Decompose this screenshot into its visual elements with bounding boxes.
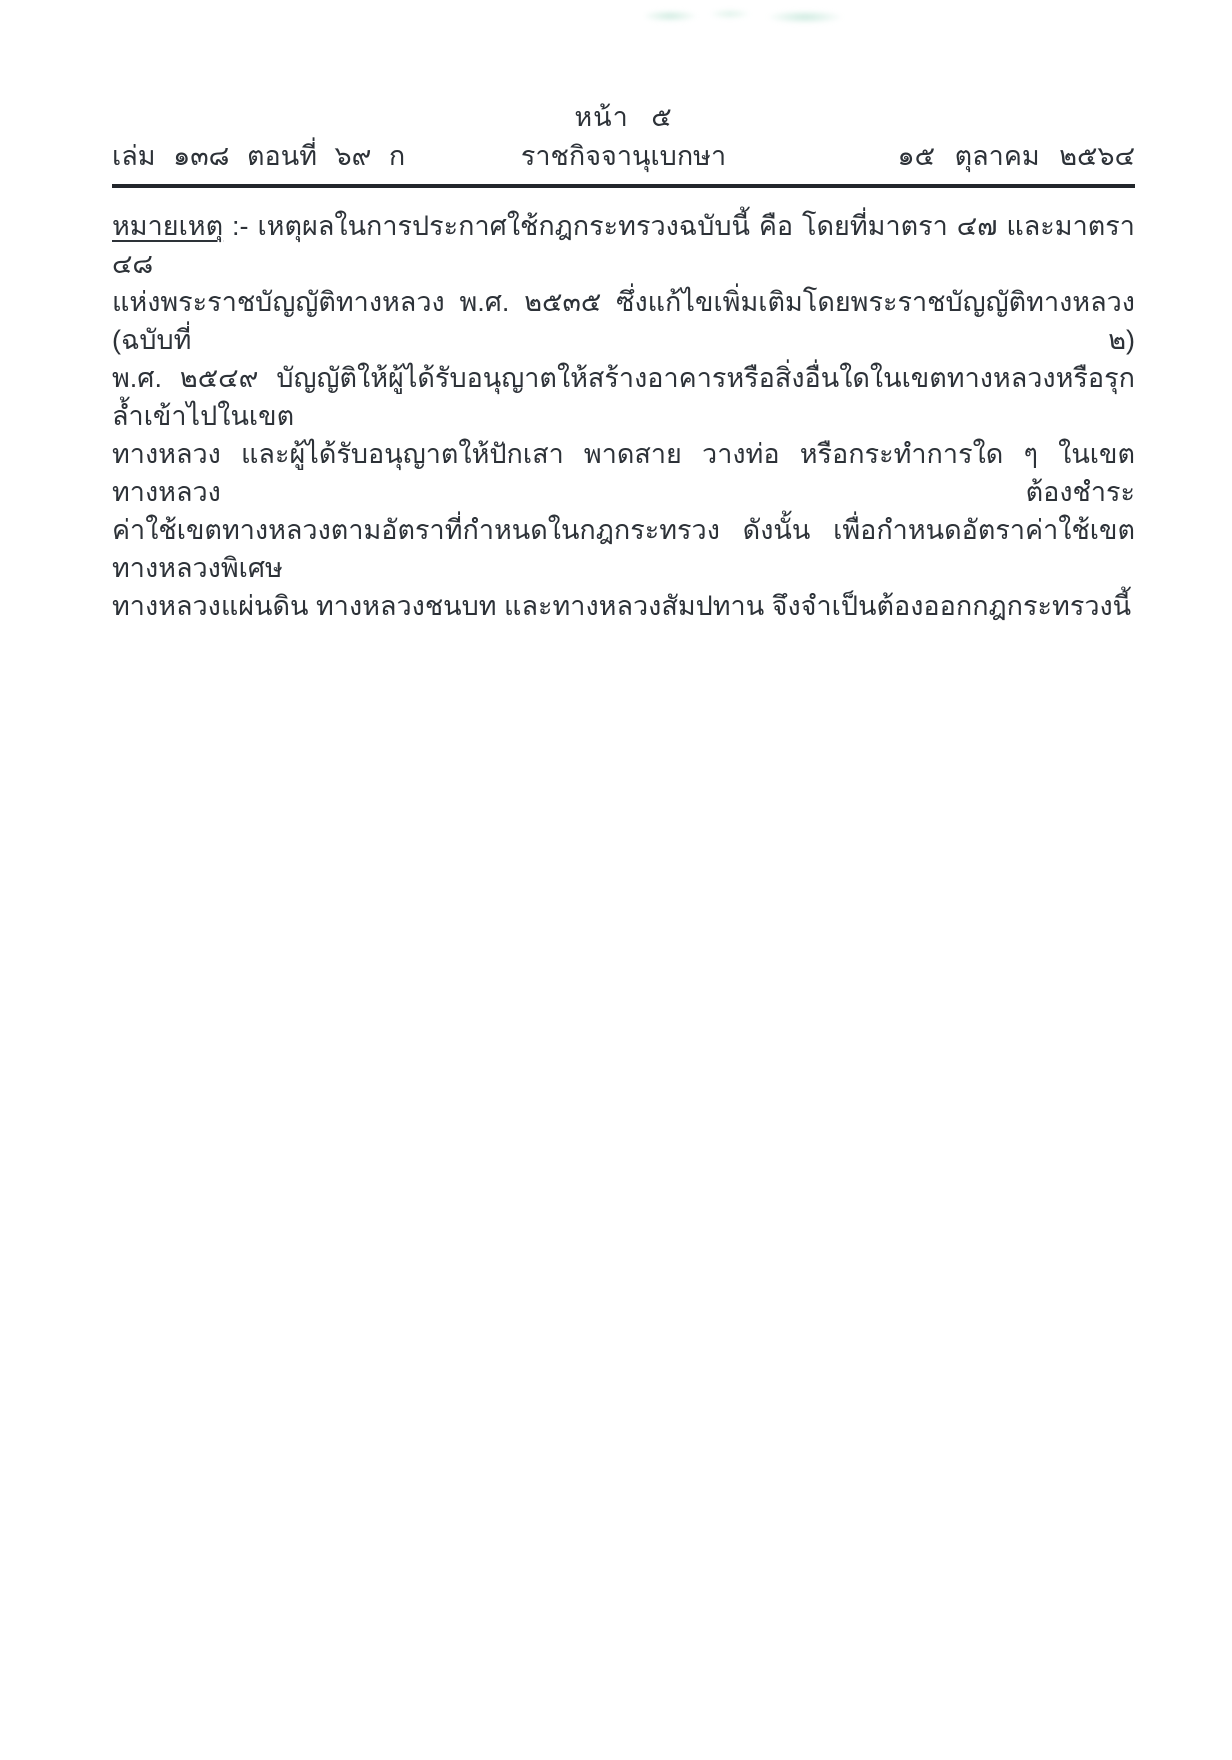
page-number: หน้า ๕ [574,102,673,132]
scan-artifact-smudge [645,6,860,28]
header-rule [112,184,1135,188]
volume-issue-label: เล่ม ๑๓๘ ตอนที่ ๖๙ ก [112,141,406,171]
note-paragraph [112,207,1135,625]
note-line-1-text: เหตุผลในการประกาศใช้กฎกระทรวงฉบับนี้ คือ โดยที่มาตรา ๔๗ และมาตรา ๔๘ [112,211,1135,279]
note-line-4: ทางหลวง และผู้ได้รับอนุญาตให้ปักเสา พาดสาย วางท่อ หรือกระทำการใด ๆ ในเขตทางหลวง ต้องชำระ [112,439,1135,507]
gazette-title: ราชกิจจานุเบกษา [520,141,727,171]
note-separator: :- [232,211,249,241]
gazette-header [112,100,1135,188]
note-line-5: ค่าใช้เขตทางหลวงตามอัตราที่กำหนดในกฎกระทรวง ดังนั้น เพื่อกำหนดอัตราค่าใช้เขตทางหลวงพิเศษ [112,515,1135,583]
note-line-2: แห่งพระราชบัญญัติทางหลวง พ.ศ. ๒๕๓๕ ซึ่งแก้ไขเพิ่มเติมโดยพระราชบัญญัติทางหลวง (ฉบับที่ ๒) [112,287,1135,355]
note-line-3: พ.ศ. ๒๕๔๙ บัญญัติให้ผู้ได้รับอนุญาตให้สร้างอาคารหรือสิ่งอื่นใดในเขตทางหลวงหรือรุกล้ำเข้าไปในเขต [112,363,1135,431]
note-label: หมายเหตุ [112,211,224,241]
issue-date: ๑๕ ตุลาคม ๒๕๖๔ [897,141,1135,171]
note-line-1 [112,207,1135,283]
masthead-row [112,139,1135,173]
note-line-6: ทางหลวงแผ่นดิน ทางหลวงชนบท และทางหลวงสัมปทาน จึงจำเป็นต้องออกกฎกระทรวงนี้ [112,591,1132,621]
